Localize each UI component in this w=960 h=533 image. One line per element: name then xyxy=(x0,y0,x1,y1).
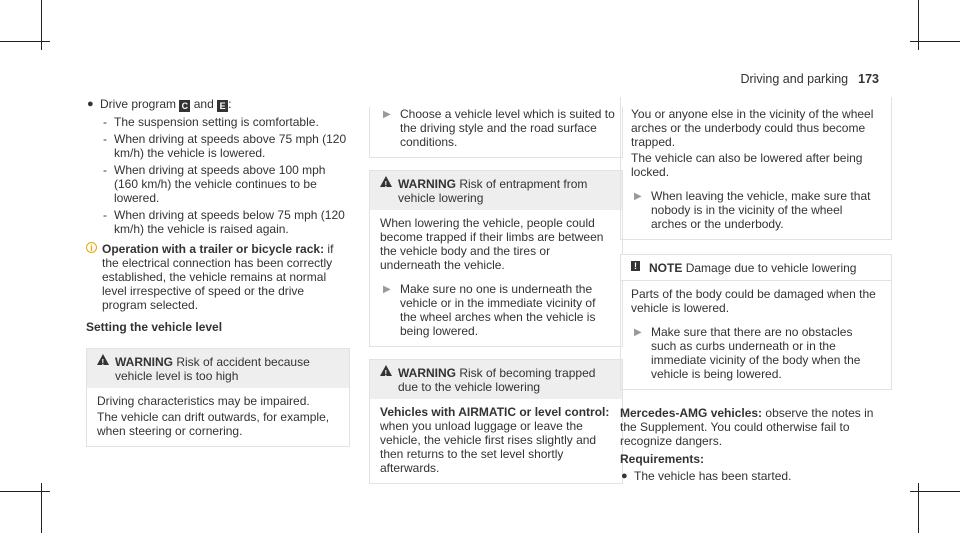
bullet-icon: ● xyxy=(621,470,628,482)
page-header xyxy=(740,72,879,86)
crop-mark xyxy=(910,491,960,492)
notice-box xyxy=(620,254,892,390)
warning-continued-box: You or anyone else in the vicinity of the wheel arches or the underbody could thus become trapped. The vehicle can also be lowered after being locked. ▶ When leaving the vehicle, make sure that nobody is in the vicinity of the wheel arches or the underbody. xyxy=(620,97,892,240)
sub-item: - The suspension setting is comfortable. xyxy=(103,115,319,129)
drive-program-c-icon: C xyxy=(179,100,190,112)
arrow-right-icon: ▶ xyxy=(383,109,391,120)
arrow-right-icon: ▶ xyxy=(383,284,391,295)
sub-item: - When driving at speeds above 75 mph (120 km/h) the vehicle is lowered. xyxy=(103,132,347,160)
notice-header: ! NOTE Damage due to vehicle lowering xyxy=(621,255,891,280)
warning-header: ! WARNING Risk of becoming trapped due to the vehicle lowering xyxy=(370,360,622,399)
notice-body: Parts of the body could be damaged when the vehicle is lowered. ▶ Make sure that there are no obstacles such as curbs underneath or in the immediate vicinity of the body when the vehicle is being lowered. xyxy=(621,280,891,389)
list-item: ● Drive program C and E : xyxy=(87,97,232,111)
step-box xyxy=(369,107,623,158)
crop-mark xyxy=(910,41,960,42)
warning-body: Driving characteristics may be impaired. The vehicle can drift outwards, for example, when steering or cornering. xyxy=(97,394,330,438)
instruction-step: ▶ Make sure that there are no obstacles such as curbs underneath or in the immediate vicinity of the body when the vehicle is being lowered. xyxy=(634,325,861,381)
column-2 xyxy=(369,97,623,484)
list-item: ● The vehicle has been started. xyxy=(621,469,792,483)
crop-mark xyxy=(918,0,919,50)
warning-body: When lowering the vehicle, people could become trapped if their limbs are between the vehicle body and the tires or underneath the vehicle. ▶ Make sure no one is underneath the vehicle or in the immediate vicinity of the wheel arches when the vehicle is being lowered. xyxy=(370,210,622,346)
drive-program-e-icon: E xyxy=(217,100,228,112)
instruction-step: ▶ Make sure no one is underneath the vehicle or in the immediate vicinity of the wheel arches when the vehicle is being lowered. xyxy=(383,282,596,338)
column-1 xyxy=(86,97,350,447)
section-heading: Setting the vehicle level xyxy=(86,320,223,334)
dash-icon: - xyxy=(103,163,107,177)
warning-box xyxy=(369,359,623,484)
warning-box xyxy=(369,170,623,347)
info-note: i Operation with a trailer or bicycle rack: if the electrical connection has been correctly established, the vehicle remains at normal level irrespective of speed or the drive program selected. xyxy=(86,242,350,312)
notice-icon: ! xyxy=(631,261,640,271)
page-number: 173 xyxy=(858,72,879,86)
sub-item: - When driving at speeds above 100 mph (160 km/h) the vehicle continues to be lowered. xyxy=(103,163,326,205)
arrow-right-icon: ▶ xyxy=(634,191,642,202)
section-title: Driving and parking xyxy=(740,72,849,86)
warning-triangle-icon xyxy=(380,176,392,187)
warning-triangle-icon xyxy=(380,365,392,376)
warning-header: ! WARNING Risk of entrapment from vehicle lowering xyxy=(370,171,622,210)
instruction-step: ▶ When leaving the vehicle, make sure that nobody is in the vicinity of the wheel arches or the underbody. xyxy=(634,189,871,231)
info-icon: i xyxy=(86,242,97,253)
requirements-heading: Requirements: xyxy=(620,452,705,466)
instruction-step: ▶ Choose a vehicle level which is suited to the driving style and the road surface conditions. xyxy=(383,107,615,149)
sub-item: - When driving at speeds below 75 mph (120 km/h) the vehicle is raised again. xyxy=(103,208,345,236)
warning-header: ! WARNING Risk of accident because vehicle level is too high xyxy=(87,349,349,388)
warning-triangle-icon xyxy=(97,354,109,365)
arrow-right-icon: ▶ xyxy=(634,327,642,338)
dash-icon: - xyxy=(103,208,107,222)
dash-icon: - xyxy=(103,132,107,146)
column-3 xyxy=(620,97,892,483)
amg-paragraph: Mercedes-AMG vehicles: observe the notes in the Supplement. You could otherwise fail to recognize dangers. xyxy=(620,406,874,448)
warning-body: Vehicles with AIRMATIC or level control: when you unload luggage or leave the vehicle, the vehicle first rises slightly and then returns to the set level shortly afterwards. xyxy=(380,405,610,475)
crop-mark xyxy=(0,41,50,42)
dash-icon: - xyxy=(103,115,107,129)
bullet-icon: ● xyxy=(87,98,94,110)
warning-box xyxy=(86,348,350,447)
crop-mark xyxy=(0,491,50,492)
crop-mark xyxy=(41,0,42,50)
